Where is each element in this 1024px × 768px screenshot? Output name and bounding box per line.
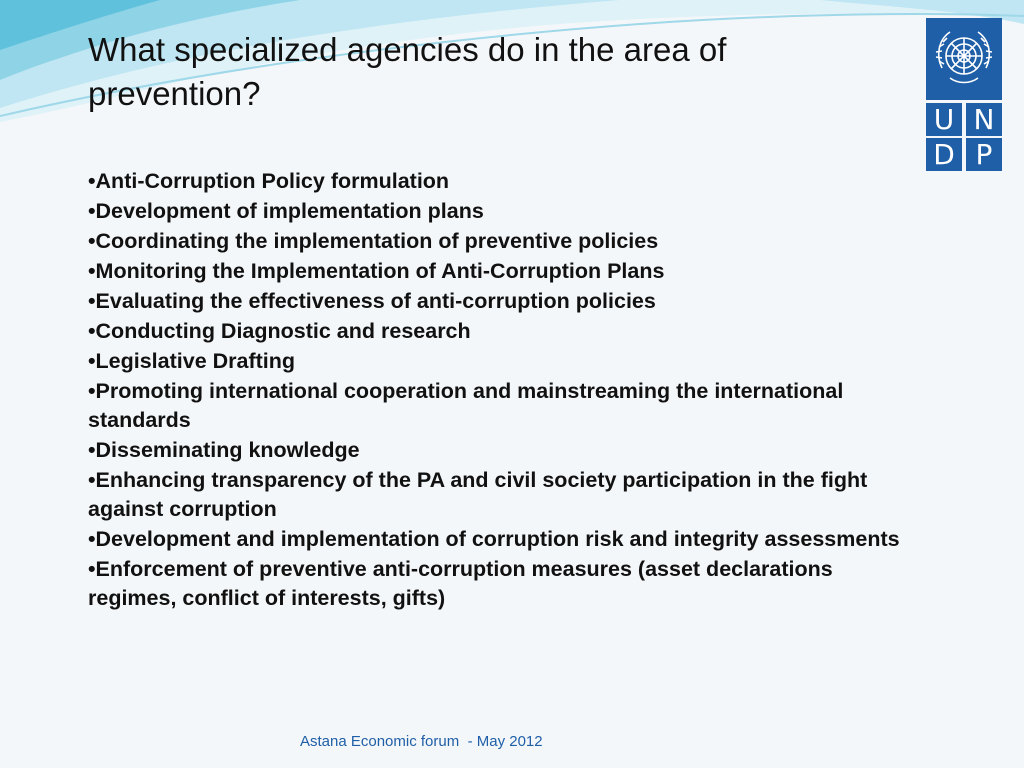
- bullet-text: Enhancing transparency of the PA and civil society participation in the fight against corruption: [88, 468, 868, 521]
- bullet-marker: •: [88, 468, 96, 492]
- bullet-text: Anti-Corruption Policy formulation: [95, 169, 450, 193]
- bullet-marker: •: [88, 229, 96, 253]
- bullet-item: [88, 347, 908, 376]
- bullet-marker: •: [88, 169, 96, 193]
- bullet-item: [88, 466, 908, 524]
- bullet-text: Legislative Drafting: [95, 349, 296, 373]
- bullet-text: Coordinating the implementation of preventive policies: [95, 229, 659, 253]
- bullet-item: [88, 525, 908, 554]
- bullet-item: [88, 257, 908, 286]
- bullet-marker: •: [88, 319, 96, 343]
- slide-footer: Astana Economic forum - May 2012: [300, 733, 543, 750]
- bullet-marker: •: [88, 527, 96, 551]
- slide-title: What specialized agencies do in the area of prevention?: [88, 31, 727, 112]
- bullet-text: Development of implementation plans: [95, 199, 484, 223]
- bullet-text: Enforcement of preventive anti-corruption measures (asset declarations regimes, conflict of interests, gifts): [88, 557, 833, 610]
- bullet-marker: •: [88, 199, 96, 223]
- bullet-list: [88, 167, 908, 614]
- bullet-marker: •: [88, 349, 96, 373]
- bullet-marker: •: [88, 289, 96, 313]
- un-emblem-icon: [926, 18, 1002, 100]
- bullet-item: [88, 377, 908, 435]
- bullet-text: Monitoring the Implementation of Anti-Corruption Plans: [95, 259, 665, 283]
- bullet-marker: •: [88, 259, 96, 283]
- bullet-marker: •: [88, 438, 96, 462]
- bullet-item: [88, 227, 908, 256]
- bullet-marker: •: [88, 379, 96, 403]
- bullet-text: Promoting international cooperation and mainstreaming the international standards: [88, 379, 844, 432]
- logo-letter-u: U: [926, 103, 962, 136]
- bullet-marker: •: [88, 557, 96, 581]
- bullet-text: Development and implementation of corruption risk and integrity assessments: [95, 527, 900, 551]
- bullet-item: [88, 555, 908, 613]
- bullet-item: [88, 197, 908, 226]
- bullet-item: [88, 167, 908, 196]
- logo-letter-p: P: [966, 138, 1002, 171]
- undp-logo: [926, 18, 1002, 170]
- bullet-item: [88, 287, 908, 316]
- bullet-text: Evaluating the effectiveness of anti-corruption policies: [95, 289, 656, 313]
- logo-letter-d: D: [926, 138, 962, 171]
- bullet-item: [88, 317, 908, 346]
- bullet-text: Conducting Diagnostic and research: [95, 319, 471, 343]
- bullet-item: [88, 436, 908, 465]
- bullet-text: Disseminating knowledge: [95, 438, 360, 462]
- logo-letter-n: N: [966, 103, 1002, 136]
